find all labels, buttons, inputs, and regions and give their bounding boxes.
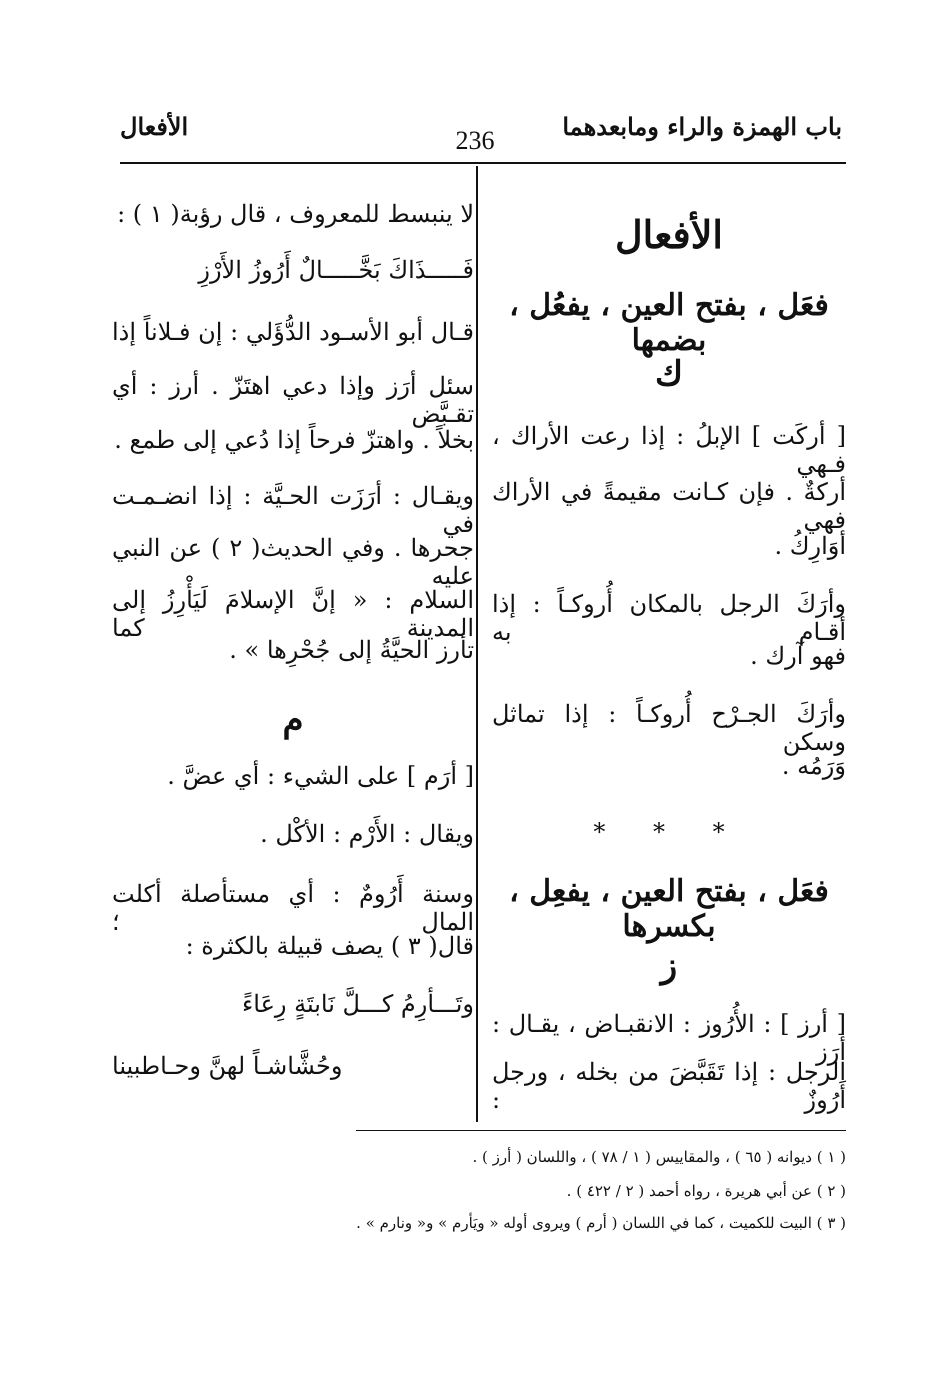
column-divider: [476, 166, 478, 1122]
text-line: سئل أرَز وإذا دعي اهتَزّ . أرز : أي تقـبَّض: [112, 372, 474, 428]
text-line: تأرز الحيَّةُ إلى جُحْرِها » .: [229, 636, 474, 664]
text-line: الرجل : إذا تَقَبَّضَ من بخله ، ورجل أَرُوزٌ :: [492, 1058, 846, 1114]
section-separator: * * *: [593, 818, 745, 846]
footnote-1: ( ١ ) ديوانه ( ٦٥ ) ، والمقاييس ( ١ / ٧٨ ) ، واللسان ( أرز ) .: [472, 1148, 846, 1166]
text-line: قـال أبو الأسـود الدُّؤَلي : إن فـلاناً إذا: [112, 318, 474, 346]
text-line: [ أركَت ] الإبلُ : إذا رعت الأراك ، فـهي: [492, 422, 846, 478]
section-heading-2: فعَل ، بفتح العين ، يفعِل ، بكسرها: [509, 874, 829, 944]
text-line: [ أرز ] : الأُرُوز : الانقبـاض ، يقـال : أرَز: [492, 1010, 846, 1066]
text-line: وسنة أَرُومٌ : أي مستأصلة أكلت المال ؛: [112, 880, 474, 936]
footnote-3: ( ٣ ) البيت للكميت ، كما في اللسان ( أرم ) ويروى أوله « ويَأرم » و« ونارم » .: [356, 1214, 846, 1232]
letter-heading-k: ك: [654, 354, 684, 394]
section-title: الأفعال: [615, 212, 723, 257]
footnote-2: ( ٢ ) عن أبي هريرة ، رواه أحمد ( ٢ / ٤٢٢ ) .: [566, 1182, 846, 1200]
text-line: فهو آرك .: [750, 642, 846, 670]
footnote-rule: [356, 1130, 846, 1131]
poem-verse: وحُشَّاشـاً لهنَّ وحـاطبينا: [112, 1052, 343, 1080]
text-line: وَرَمُه .: [781, 752, 846, 780]
text-line: بخلاً . واهتزّ فرحاً إذا دُعي إلى طمع .: [114, 426, 474, 454]
text-line: ويقـال : أرَزَت الحـيَّة : إذا انضـمـت في: [112, 482, 474, 538]
text-line: السلام : « إنَّ الإسلامَ لَيَأْرِزُ إلى المدينة كما: [112, 586, 474, 642]
page-number: 236: [455, 126, 495, 155]
poem-verse: فَـــــذَاكَ بَخَّـــــالٌ أَرُوزُ الأَرْزِ: [198, 256, 474, 284]
text-line: أوَارِكُ .: [774, 532, 846, 560]
text-line: لا ينبسط للمعروف ، قال رؤبة( ١ ) :: [117, 200, 474, 228]
text-line: وأرَكَ الرجل بالمكان أُروكـاً : إذا أقـام به: [492, 590, 846, 646]
poem-verse: وتَـــأرِمُ كـــلَّ نَابتَةٍ رِعَاءً: [242, 990, 474, 1018]
text-line: وأرَكَ الجـرْح أُروكـاً : إذا تماثل وسكن: [492, 700, 846, 756]
text-line: أركةٌ . فإن كـانت مقيمةً في الأراك فهي: [492, 478, 846, 534]
text-line: قال( ٣ ) يصف قبيلة بالكثرة :: [185, 932, 474, 960]
section-running-title: الأفعال: [120, 112, 189, 141]
header-rule: [120, 162, 846, 164]
letter-heading-z: ز: [660, 946, 678, 986]
chapter-title: باب الهمزة والراء ومابعدهما: [562, 112, 842, 141]
text-line: [ أرَم ] على الشيء : أي عضَّ .: [167, 762, 474, 790]
section-heading-1: فعَل ، بفتح العين ، يفعُل ، بضمها: [509, 288, 829, 358]
text-line: ويقال : الأَرْم : الأكْل .: [260, 820, 474, 848]
text-line: جحرها . وفي الحديث( ٢ ) عن النبي عليه: [112, 534, 474, 590]
letter-heading-m: م: [282, 700, 304, 740]
